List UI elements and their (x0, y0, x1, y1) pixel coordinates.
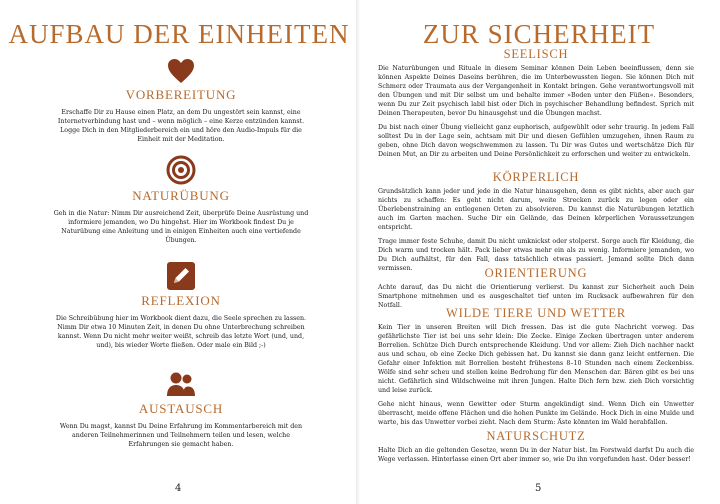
section-vorbereitung (52, 58, 310, 144)
right-page (358, 0, 720, 504)
pencil-icon (167, 262, 195, 290)
paragraph: Kein Tier in unseren Breiten will Dich fressen. Das ist die gute Nachricht vorweg. Das gefährlichste Tier ist bei uns sehr klein: Die Zecke. Einige Zecken übertragen unter anderem Borrelien. Schütze Dich Durch entsprechende Kleidung. Und vor allem: Zieh Dich nachher nackt aus und schau, ob eine Zecke Dich gebissen hat. Du kannst sie dann ganz leicht entfernen. Die Gefahr einer Infektion mit Borrelien besteht frühestens 8–10 Stunden nach einem Zeckenbiss. Wölfe sind sehr scheu und stellen keine Bedrohung für den Menschen dar. Bären gibt es bei uns nicht. Gefährlich sind Wildschweine mit ihren Jungen. Halte Dich fern bzw. zieh Dich vorsichtig und leise zurück. (378, 324, 694, 394)
section-text: Geh in die Natur: Nimm Dir ausreichend Zeit, überprüfe Deine Ausrüstung und informiere jemanden, wo Du hingehst. Hier im Workbook findest Du je Naturübung eine Anleitung und in einigen Einheiten auch eine vertiefende Übungen. (53, 210, 309, 244)
section-text: Wenn Du magst, kannst Du Deine Erfahrung im Kommentarbereich mit den anderen Teilnehmerinnen und Teilnehmern teilen und lesen, welche Erfahrungen sie gemacht haben. (59, 423, 303, 448)
section-wilde-tiere-und-wetter (378, 306, 694, 432)
section-title: ORIENTIERUNG (484, 266, 588, 280)
paragraph: Du bist nach einer Übung vielleicht ganz euphorisch, aufgewühlt oder sehr traurig. In jedem Fall solltest Du in der Lage sein, achtsam mit Dir und diesen Gefühlen umzugehen, ihnen Raum zu geben, ohne Dich davon wegschwemmen zu lassen. Tu Dir was Gutes und wertschätze Dich für Deinen Mut, an Dir zu arbeiten und Deine Persönlichkeit zu erforschen und weiter zu entwickeln. (378, 124, 694, 158)
paragraph: Gehe nicht hinaus, wenn Gewitter oder Sturm angekündigt sind. Wenn Dich ein Unwetter überrascht, meide offene Flächen und die hohen Punkte im Gelände. Hock Dich in eine Mulde und warte, bis das Unwetter vorbei zieht. Nach dem Sturm: Äste könnten im Wald herabfallen. (378, 401, 694, 426)
section-naturuebung (52, 155, 310, 245)
section-title: WILDE TIERE UND WETTER (446, 306, 626, 320)
section-koerperlich (378, 170, 694, 278)
heart-icon (167, 58, 195, 84)
paragraph: Achte darauf, das Du nicht die Orientierung verlierst. Du kannst zur Sicherheit auch Dein Smartphone mitnehmen und es ausgeschaltet tief unten im Rucksack aufbewahren für den Notfall. (378, 284, 694, 309)
page-number: 5 (535, 483, 542, 494)
section-title: SEELISCH (503, 47, 569, 61)
section-title: NATURSCHUTZ (486, 429, 586, 443)
target-icon (166, 155, 196, 185)
section-text: Die Schreibübung hier im Workbook dient dazu, die Seele sprechen zu lassen. Nimm Dir etwa 10 Minuten Zeit, in denen Du ohne Unterbrechung schreiben kannst. Wenn Du nicht mehr weiter weißt, schreib das letzte Wort (und, und, und), bis wieder Worte fließen. Oder male ein Bild ;-) (55, 315, 307, 349)
section-title: REFLEXION (141, 293, 221, 308)
section-reflexion (52, 262, 310, 350)
section-title: AUSTAUSCH (138, 401, 224, 416)
section-title: KÖRPERLICH (492, 170, 580, 184)
paragraph: Trage immer feste Schuhe, damit Du nicht umknickst oder stolperst. Sorge auch für Kleidung, die Dich warm und trocken hält. Pack lieber etwas mehr ein als zu wenig. Informiere jemanden, wo Du Dich aufhältst, für den Fall, dass tatsächlich etwas passiert. Jemand sollte Dich dann vermissen. (378, 238, 694, 272)
paragraph: Die Naturübungen und Rituale in diesem Seminar können Dein Leben beeinflussen, denn sie können Aspekte Deines Daseins berühren, die im Unterbewussten liegen. Sie können Dich mit Schmerz oder Traumata aus der Vergangenheit in Kontakt bringen. Gehe verantwortungsvoll mit den Übungen und mit Dir selbst um und behalte immer »Boden unter den Füßen«. Besonders, wenn Du zur Zeit psychisch labil bist oder Dich in psychischer Behandlung befindest. Sprich mit Deinen Therapeuten, bevor Du hinausgehst und die Übungen machst. (378, 65, 694, 117)
section-title: VORBEREITUNG (125, 87, 237, 102)
page-number: 4 (175, 483, 182, 494)
paragraph: Grundsätzlich kann jeder und jede in die Natur hinausgehen, denn es gibt nichts, aber auch gar nichts zu schaffen: Es geht nicht darum, weite Strecken zurück zu legen oder ein Überlebenstraining an entlegenen Orten zu absolvieren. Du kannst die Naturübungen letztlich auch im Garten machen. Suche Dir ein Gelände, das Deinen körperlichen Voraussetzungen entspricht. (378, 188, 694, 231)
section-austausch (52, 370, 310, 449)
left-page (0, 0, 358, 504)
people-icon (166, 370, 196, 398)
right-page-title: ZUR SICHERHEIT (422, 19, 656, 49)
left-page-title: AUFBAU DER EINHEITEN (8, 19, 350, 49)
section-text: Erschaffe Dir zu Hause einen Platz, an dem Du ungestört sein kannst, eine Internetverbindung hast und – wenn möglich – eine Kerze entzünden kannst. Logge Dich in den Mitgliederbereich ein und höre den Audio-Impuls für die Einheit mit der Meditation. (57, 109, 305, 143)
paragraph: Halte Dich an die geltenden Gesetze, wenn Du in der Natur bist. Im Forstwald darfst Du auch die Wege verlassen. Hinterlasse einen Ort aber immer so, wie Du ihn vorgefunden hast. Oder besser! (378, 447, 694, 463)
section-seelisch (378, 47, 694, 164)
section-title: NATURÜBUNG (132, 188, 230, 203)
section-naturschutz (378, 429, 694, 469)
